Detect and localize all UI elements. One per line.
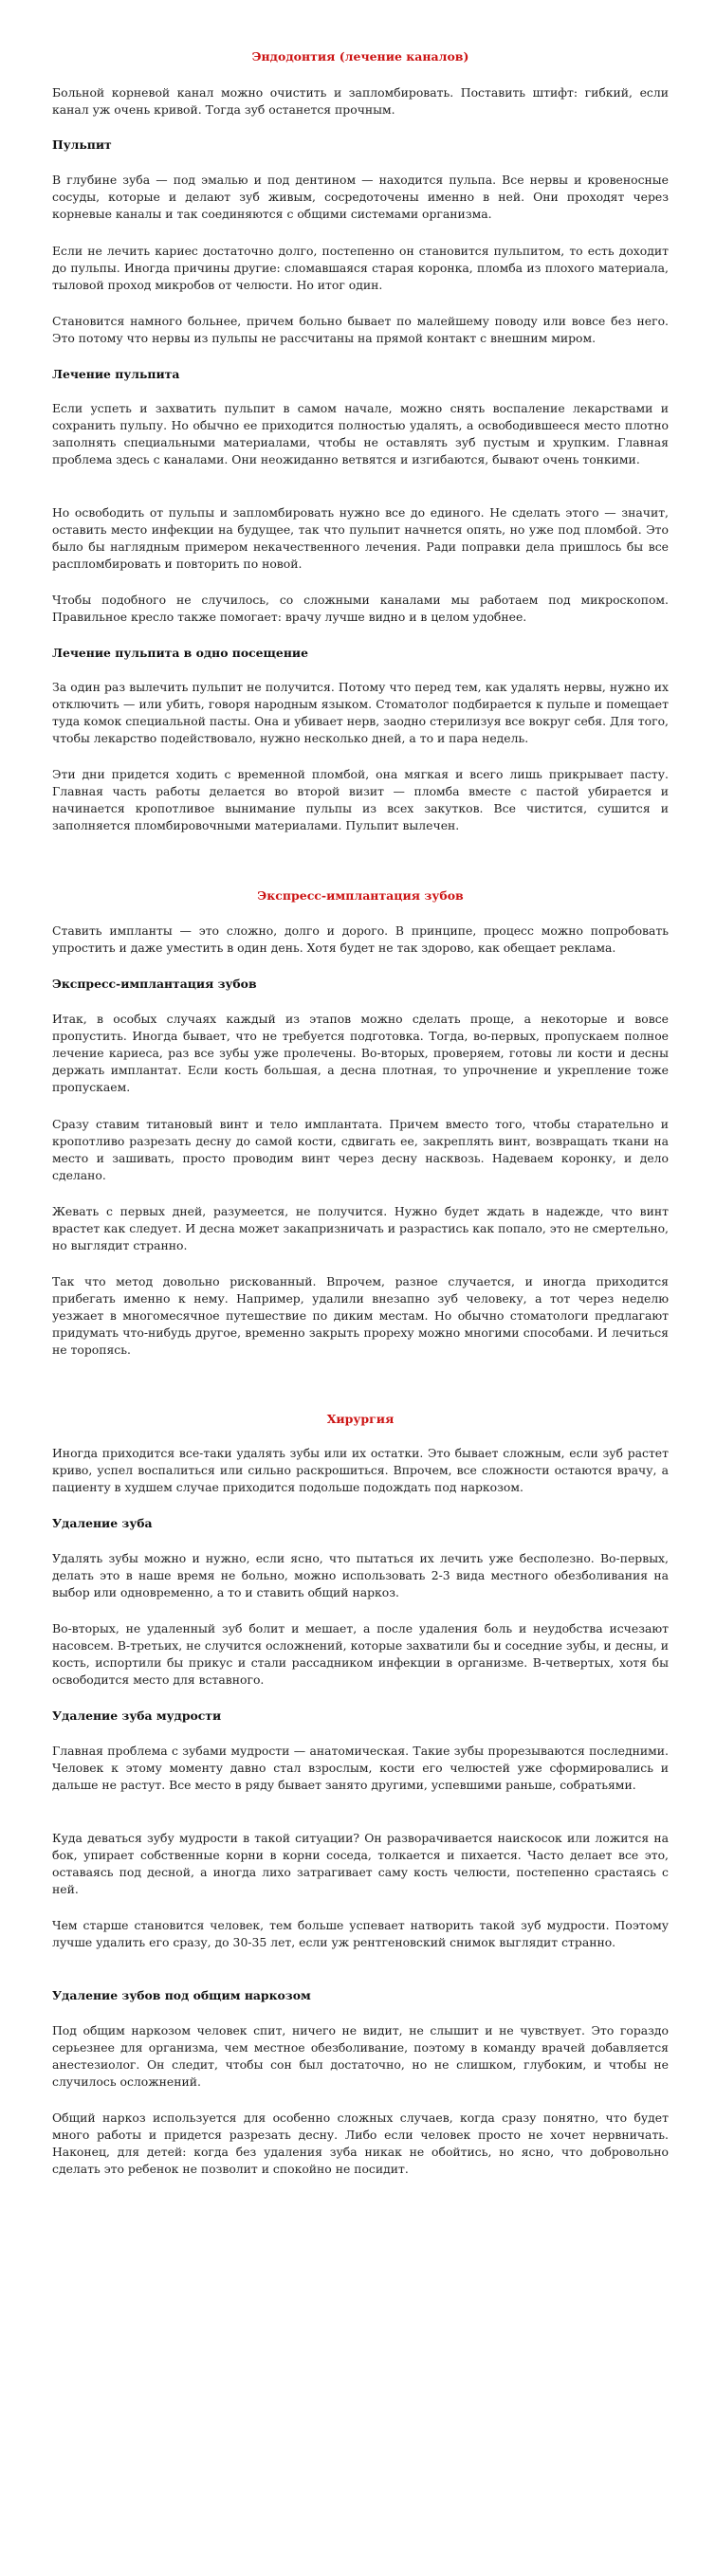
subheading-pulpitis: Пульпит [52, 137, 112, 152]
paragraph: В глубине зуба — под эмалью и под дентином — находится пульпа. Все нервы и кровеносные сосуды, которые и делают зуб живым, сосредоточены именно в ней. Они проходят через корневые каналы и так соединяются с общими системами организма. [52, 173, 669, 221]
paragraph: Становится намного больнее, причем больно бывает по малейшему поводу или вовсе без него. Это потому что нервы из пульпы не рассчитаны на прямой контакт с внешним миром. [52, 314, 669, 345]
subheading-single-visit: Лечение пульпита в одно посещение [52, 646, 308, 660]
paragraph: Если не лечить кариес достаточно долго, постепенно он становится пульпитом, то есть доходит до пульпы. Иногда причины другие: сломавшаяся старая коронка, пломба из плохого материала, тыловой проход микробов от челюсти. Но итог один. [52, 244, 669, 292]
paragraph: Но освободить от пульпы и запломбировать нужно все до единого. Не сделать этого — значит, оставить место инфекции на будущее, так что пульпит начнется опять, но уже под пломбой. Это было бы наглядным примером некачественного лечения. Ради поправки дела пришлось бы все распломбировать и повторить по новой. [52, 505, 669, 571]
paragraph: За один раз вылечить пульпит не получится. Потому что перед тем, как удалять нервы, нужно их отключить — или убить, говоря народным языком. Стоматолог подбирается к пульпе и помещает туда комок специальной пасты. Она и убивает нерв, заодно стерилизуя все вокруг себя. Для того, чтобы лекарство подействовало, нужно несколько дней, а то и пара недель. [52, 680, 669, 745]
section-title-express-implantation: Экспресс-имплантация зубов [257, 888, 464, 903]
subheading-express-implantation: Экспресс-имплантация зубов [52, 977, 257, 991]
paragraph: Так что метод довольно рискованный. Впрочем, разное случается, и иногда приходится прибегать именно к нему. Например, удалили внезапно зуб человеку, а тот через неделю уезжает в многомесячное путешествие по диким местам. Но обычно стоматологи предлагают придумать что-нибудь другое, временно закрыть прореху можно многими способами. И лечиться не торопясь. [52, 1274, 669, 1357]
paragraph: Главная проблема с зубами мудрости — анатомическая. Такие зубы прорезываются последними. Человек к этому моменту давно стал взрослым, кости его челюстей уже сформировались и дальше не растут. Все место в ряду бывает занято другими, успевшими раньше, собратьями. [52, 1744, 669, 1792]
subheading-pulpitis-treatment: Лечение пульпита [52, 367, 180, 381]
section-intro: Больной корневой канал можно очистить и запломбировать. Поставить штифт: гибкий, если канал уж очень кривой. Тогда зуб останется прочным. [52, 85, 669, 117]
paragraph: Если успеть и захватить пульпит в самом начале, можно снять воспаление лекарствами и сохранить пульпу. Но обычно ее приходится полностью удалять, а освободившееся место плотно заполнять специальными материалами, чтобы не оставлять зуб пустым и хрупким. Главная проблема здесь с каналами. Они неожиданно ветвятся и изгибаются, бывают очень тонкими. [52, 401, 669, 466]
section-intro: Ставить импланты — это сложно, долго и дорого. В принципе, процесс можно попробовать упростить и даже уместить в один день. Хотя будет не так здорово, как обещает реклама. [52, 923, 669, 955]
subheading-general-anesthesia: Удаление зубов под общим наркозом [52, 1988, 311, 2002]
paragraph: Под общим наркозом человек спит, ничего не видит, не слышит и не чувствует. Это гораздо серьезнее для организма, чем местное обезболивание, поэтому в команду врачей добавляется анестезиолог. Он следит, чтобы сон был достаточно, но не слишком, глубоким, и чтобы не случилось осложнений. [52, 2023, 669, 2089]
paragraph: Во-вторых, не удаленный зуб болит и мешает, а после удаления боль и неудобства исчезают насовсем. В-третьих, не случится осложнений, которые захватили бы и соседние зубы, и десны, и кость, испортили бы прикус и стали рассадником инфекции в организме. В-четвертых, хотя бы освободится место для вставного. [52, 1621, 669, 1687]
paragraph: Эти дни придется ходить с временной пломбой, она мягкая и всего лишь прикрывает пасту. Главная часть работы делается во второй визит — пломба вместе с пастой убирается и начинается кропотливое вынимание пульпы из всех закутков. Все чистится, сушится и заполняется пломбировочными материалами. Пульпит вылечен. [52, 767, 669, 832]
subheading-tooth-extraction: Удаление зуба [52, 1516, 153, 1530]
section-title-surgery: Хирургия [326, 1412, 395, 1426]
section-title-endodontics: Эндодонтия (лечение каналов) [251, 49, 469, 64]
paragraph: Жевать с первых дней, разумеется, не получится. Нужно будет ждать в надежде, что винт врастет как следует. И десна может закапризничать и разрастись как попало, это не смертельно, но выглядит странно. [52, 1204, 669, 1252]
paragraph: Чтобы подобного не случилось, со сложными каналами мы работаем под микроскопом. Правильное кресло также помогает: врачу лучше видно и в целом удобнее. [52, 593, 669, 624]
paragraph: Общий наркоз используется для особенно сложных случаев, когда сразу понятно, что будет много работы и придется разрезать десну. Либо если человек просто не хочет нервничать. Наконец, для детей: когда без удаления зуба никак не обойтись, но ясно, что добровольно сделать это ребенок не позволит и спокойно не посидит. [52, 2110, 669, 2176]
paragraph: Куда деваться зубу мудрости в такой ситуации? Он разворачивается наискосок или ложится на бок, упирает собственные корни в корни соседа, толкается и пихается. Часто делает все это, оставаясь под десной, а иногда лихо затрагивает саму кость челюсти, постепенно срастаясь с ней. [52, 1831, 669, 1896]
subheading-wisdom-tooth: Удаление зуба мудрости [52, 1708, 222, 1723]
paragraph: Чем старше становится человек, тем больше успевает натворить такой зуб мудрости. Поэтому лучше удалить его сразу, до 30-35 лет, если уж рентгеновский снимок выглядит странно. [52, 1918, 669, 1949]
paragraph: Сразу ставим титановый винт и тело имплантата. Причем вместо того, чтобы старательно и кропотливо разрезать десну до самой кости, сдвигать ее, закреплять винт, возвращать ткани на место и зашивать, просто проводим винт через десну насквозь. Надеваем коронку, и дело сделано. [52, 1117, 669, 1182]
paragraph: Итак, в особых случаях каждый из этапов можно сделать проще, а некоторые и вовсе пропустить. Иногда бывает, что не требуется подготовка. Тогда, во-первых, пропускаем полное лечение кариеса, раз все зубы уже пролечены. Во-вторых, проверяем, готовы ли кости и десны держать имплантат. Если кость большая, а десна плотная, то упрочнение и укрепление тоже пропускаем. [52, 1012, 669, 1094]
paragraph: Удалять зубы можно и нужно, если ясно, что пытаться их лечить уже бесполезно. Во-первых, делать это в наше время не больно, можно использовать 2-3 вида местного обезболивания на выбор или одновременно, а то и ставить общий наркоз. [52, 1551, 669, 1599]
section-intro: Иногда приходится все-таки удалять зубы или их остатки. Это бывает сложным, если зуб растет криво, успел воспалиться или сильно раскрошиться. Впрочем, все сложности остаются врачу, а пациенту в худшем случае приходится подольше подождать под наркозом. [52, 1446, 669, 1494]
